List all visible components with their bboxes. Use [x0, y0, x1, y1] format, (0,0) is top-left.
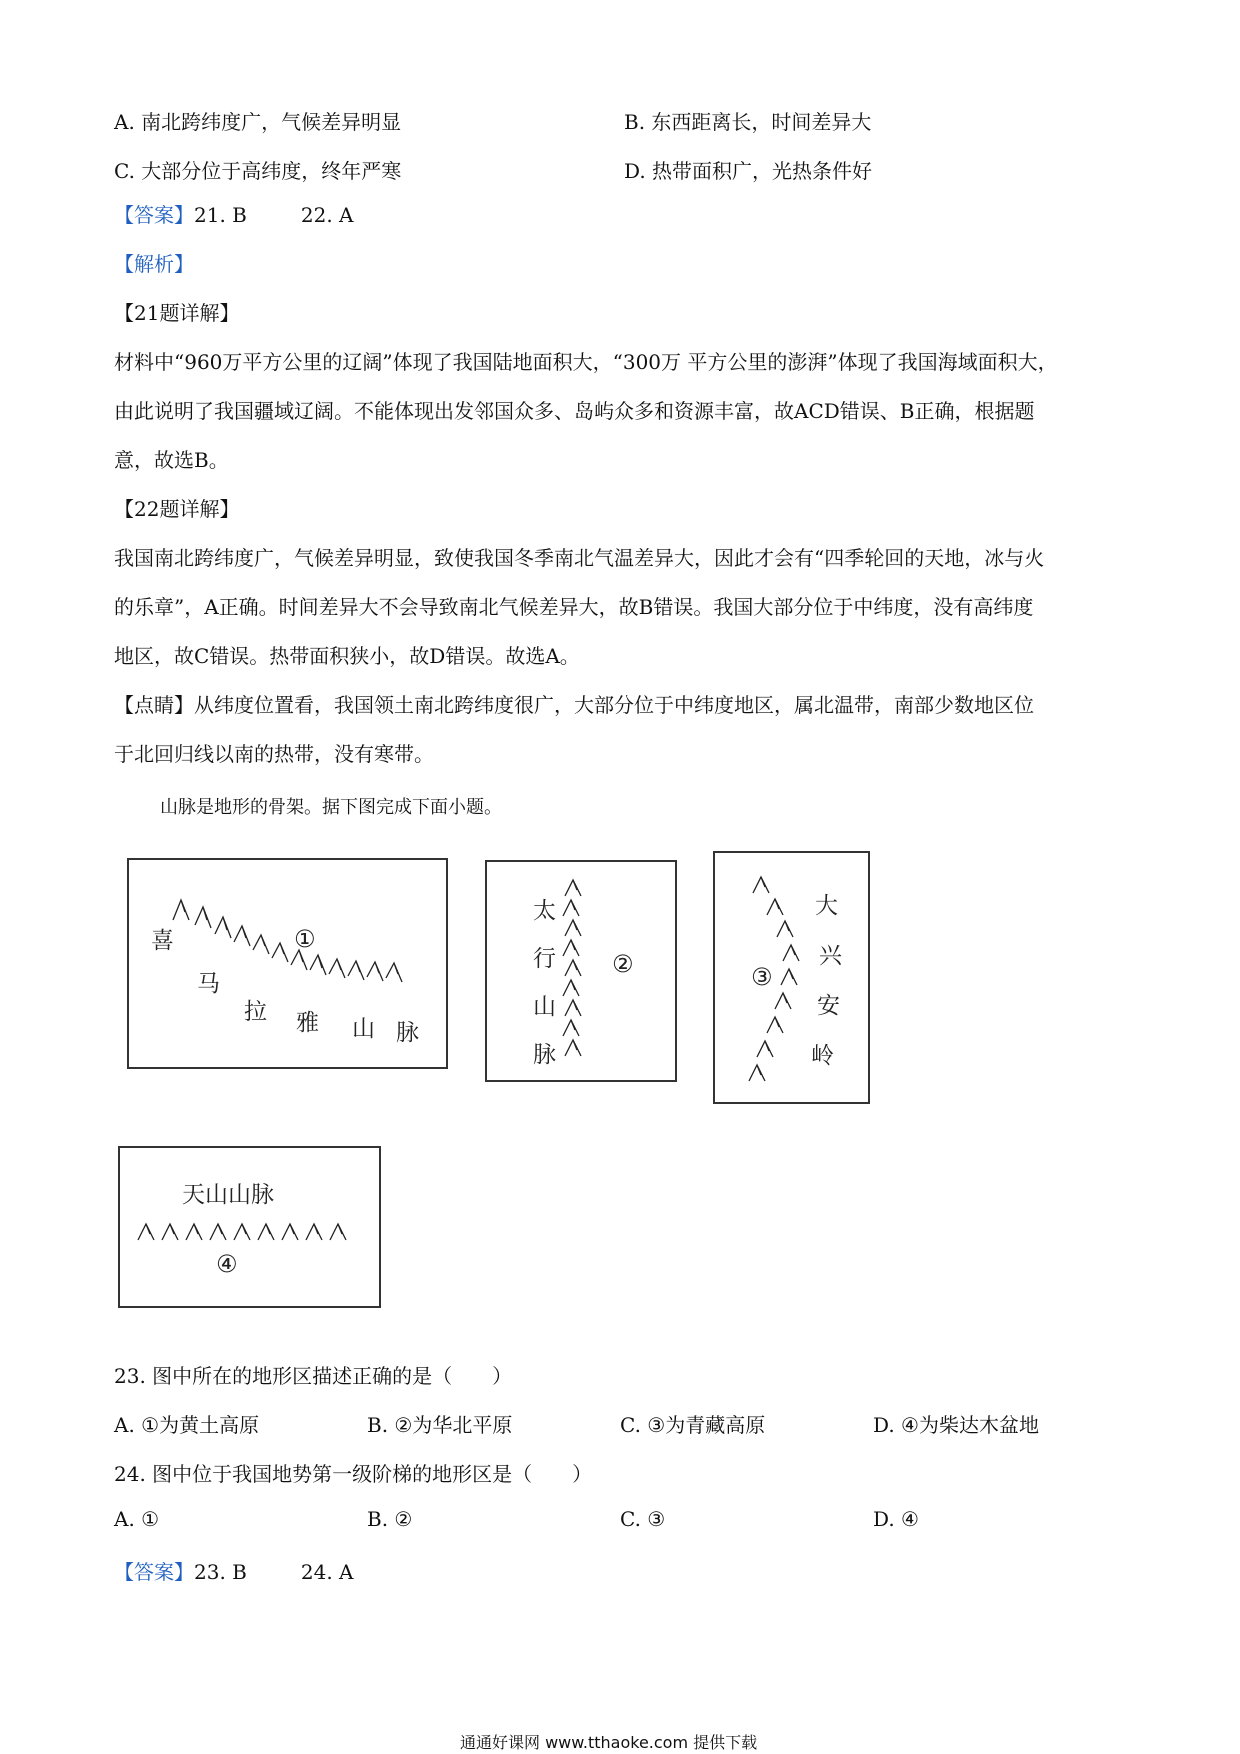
answer-block-2 — [114, 1556, 353, 1585]
q23-option-d: D. ④为柴达木盆地 — [873, 1413, 1039, 1437]
figure-taihang — [485, 860, 677, 1082]
label-char: 山 — [352, 1016, 375, 1042]
label-char: 脉 — [396, 1020, 419, 1046]
q23-stem: 23. 图中所在的地形区描述正确的是（ ） — [114, 1364, 513, 1388]
answer-23: 23. B — [194, 1560, 247, 1584]
q24-option-b: B. ② — [367, 1507, 413, 1531]
q24-option-c: C. ③ — [620, 1507, 666, 1531]
answer-tag: 【答案】 — [114, 1560, 194, 1584]
q22-option-d: D. 热带面积广，光热条件好 — [624, 159, 873, 183]
q22-option-c: C. 大部分位于高纬度，终年严寒 — [114, 159, 402, 183]
figure-intro: 山脉是地形的骨架。据下图完成下面小题。 — [160, 797, 502, 818]
label-char: 雅 — [296, 1010, 319, 1036]
answer-21: 21. B — [194, 203, 247, 227]
detail-22-tag: 【22题详解】 — [114, 497, 240, 521]
mountain-range-icon — [715, 853, 868, 1102]
label-char: 脉 — [533, 1042, 556, 1068]
label-char: 太 — [533, 898, 556, 924]
mountain-range-icon — [487, 862, 675, 1080]
detail-21-line: 意，故选B。 — [114, 448, 229, 472]
label-char: 行 — [533, 946, 556, 972]
detail-22-line: 的乐章”，A正确。时间差异大不会导致南北气候差异大，故B错误。我国大部分位于中纬度，没有高纬度 — [114, 595, 1034, 619]
detail-21-line: 材料中“960万平方公里的辽阔”体现了我国陆地面积大，“300万 平方公里的澎湃”体现了我国海域面积大， — [114, 350, 1058, 374]
label-char: 马 — [197, 971, 220, 997]
figure-himalaya — [127, 858, 448, 1069]
dianjing-line-1 — [114, 693, 1034, 717]
detail-21-tag: 【21题详解】 — [114, 301, 240, 325]
answer-tag: 【答案】 — [114, 203, 194, 227]
label-char: 拉 — [244, 999, 267, 1025]
q22-option-b: B. 东西距离长，时间差异大 — [624, 110, 872, 134]
dianjing-text: 从纬度位置看，我国领土南北跨纬度很广，大部分位于中纬度地区，属北温带，南部少数地区位 — [194, 693, 1034, 717]
detail-22-line: 我国南北跨纬度广，气候差异明显，致使我国冬季南北气温差异大，因此才会有“四季轮回的天地，冰与火 — [114, 546, 1045, 570]
figure-tianshan — [118, 1146, 381, 1308]
q23-option-a: A. ①为黄土高原 — [114, 1413, 260, 1437]
label-char: 大 — [815, 893, 838, 919]
page-footer: 通通好课网 www.tthaoke.com 提供下载 — [460, 1733, 758, 1752]
answer-block-1 — [114, 203, 353, 227]
label-char: 山 — [533, 994, 556, 1020]
detail-21-line: 由此说明了我国疆域辽阔。不能体现出发邻国众多、岛屿众多和资源丰富，故ACD错误、B正确，根据题 — [114, 399, 1035, 423]
detail-22-line: 地区，故C错误。热带面积狭小，故D错误。故选A。 — [114, 644, 580, 668]
q23-option-c: C. ③为青藏高原 — [620, 1413, 766, 1437]
figure-number: ③ — [751, 963, 773, 991]
answer-24: 24. A — [300, 1560, 354, 1584]
label-char: 兴 — [819, 943, 842, 969]
label-char: 喜 — [151, 928, 174, 954]
q23-option-b: B. ②为华北平原 — [367, 1413, 513, 1437]
dianjing-tag: 【点睛】 — [114, 693, 194, 717]
figure-number: ② — [612, 950, 634, 978]
label-char: 安 — [817, 993, 840, 1019]
q24-stem: 24. 图中位于我国地势第一级阶梯的地形区是（ ） — [114, 1462, 593, 1486]
figure-number: ④ — [216, 1250, 238, 1278]
tianshan-label: 天山山脉 — [182, 1182, 274, 1208]
label-char: 岭 — [811, 1043, 834, 1069]
analysis-tag: 【解析】 — [114, 252, 194, 276]
answer-22: 22. A — [300, 203, 354, 227]
figure-number: ① — [294, 925, 316, 953]
q24-option-a: A. ① — [114, 1507, 160, 1531]
q24-option-d: D. ④ — [873, 1507, 919, 1531]
mountain-range-icon — [120, 1148, 379, 1306]
q22-option-a: A. 南北跨纬度广，气候差异明显 — [114, 110, 402, 134]
dianjing-line-2: 于北回归线以南的热带，没有寒带。 — [114, 742, 434, 766]
figure-daxinganling — [713, 851, 870, 1104]
